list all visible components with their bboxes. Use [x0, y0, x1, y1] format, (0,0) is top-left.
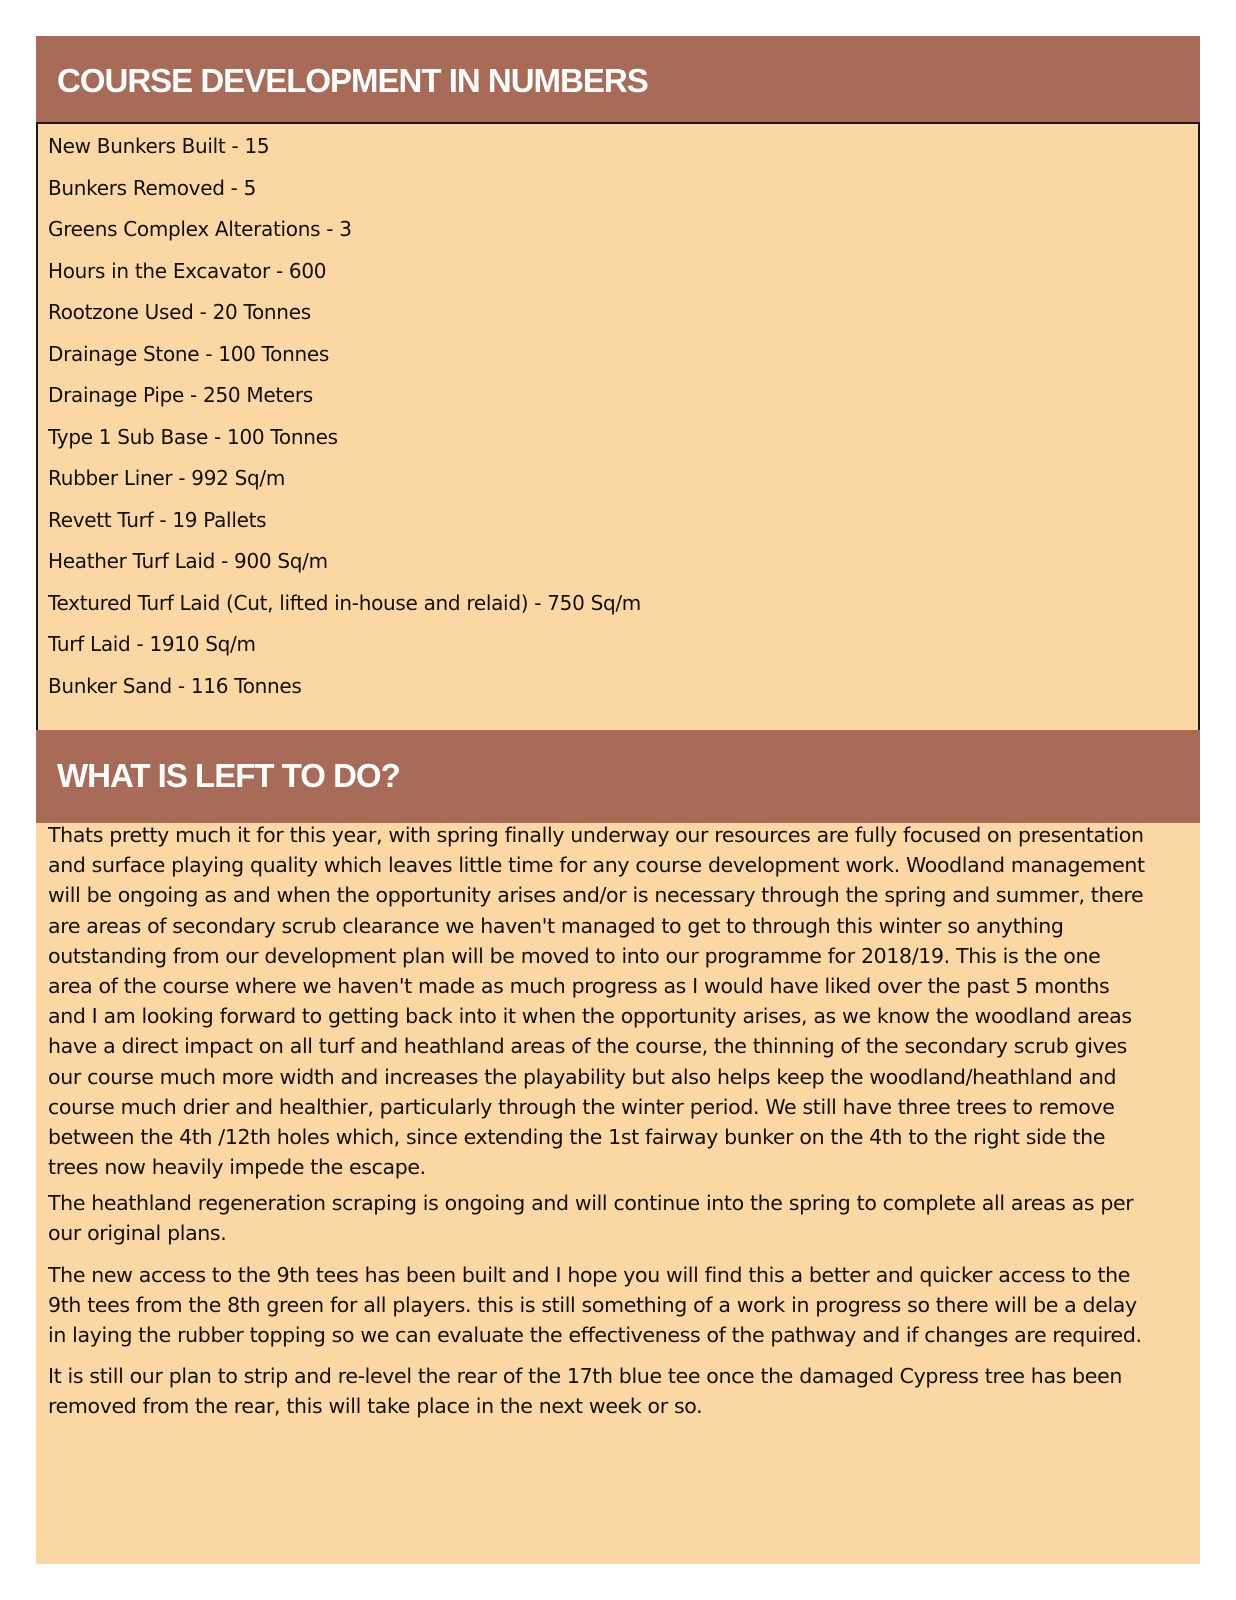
- stat-item: Drainage Stone - 100 Tonnes: [48, 342, 329, 366]
- paragraph-line: in laying the rubber topping so we can evaluate the effectiveness of the pathway and if changes are required.: [48, 1323, 1142, 1348]
- paragraph-line: trees now heavily impede the escape.: [48, 1155, 426, 1180]
- section-header-numbers: COURSE DEVELOPMENT IN NUMBERS: [36, 36, 1200, 122]
- stat-item: Bunkers Removed - 5: [48, 176, 257, 200]
- paragraph-line: outstanding from our development plan will be moved to into our programme for 2018/19. This is the one: [48, 943, 1101, 968]
- numbers-box: [36, 122, 1200, 730]
- paragraph-line: are areas of secondary scrub clearance we haven't managed to get to through this winter so anything: [48, 913, 1064, 938]
- stat-item: Hours in the Excavator - 600: [48, 259, 327, 283]
- stat-item: Type 1 Sub Base - 100 Tonnes: [48, 425, 338, 449]
- stat-item: New Bunkers Built - 15: [48, 134, 270, 158]
- page: [36, 36, 1200, 1564]
- paragraph-line: The heathland regeneration scraping is ongoing and will continue into the spring to complete all areas as per: [48, 1191, 1134, 1215]
- paragraph-line: It is still our plan to strip and re-level the rear of the 17th blue tee once the damaged Cypress tree has been: [48, 1364, 1122, 1388]
- stat-item: Revett Turf - 19 Pallets: [48, 508, 267, 532]
- paragraph-line: our course much more width and increases the playability but also helps keep the woodland/heathland and: [48, 1064, 1117, 1089]
- paragraph-line: removed from the rear, this will take place in the next week or so.: [48, 1394, 703, 1419]
- paragraph-line: and surface playing quality which leaves little time for any course development work. Woodland management: [48, 853, 1145, 878]
- body-paragraph: [48, 1188, 1193, 1248]
- paragraph-line: 9th tees from the 8th green for all players. this is still something of a work in progress so there will be a delay: [48, 1293, 1137, 1318]
- paragraph-line: Thats pretty much it for this year, with spring finally underway our resources are fully focused on presentation: [48, 823, 1144, 847]
- paragraph-line: our original plans.: [48, 1221, 227, 1246]
- stat-item: Rootzone Used - 20 Tonnes: [48, 300, 311, 324]
- paragraph-line: and I am looking forward to getting back into it when the opportunity arises, as we know the woodland areas: [48, 1004, 1132, 1029]
- paragraph-line: The new access to the 9th tees has been built and I hope you will find this a better and quicker access to the: [48, 1263, 1131, 1287]
- paragraph-line: have a direct impact on all turf and heathland areas of the course, the thinning of the secondary scrub gives: [48, 1034, 1127, 1059]
- paragraph-line: course much drier and healthier, particularly through the winter period. We still have three trees to remove: [48, 1094, 1115, 1119]
- stat-item: Turf Laid - 1910 Sq/m: [48, 632, 256, 656]
- section-header-left-to-do: WHAT IS LEFT TO DO?: [36, 730, 1200, 823]
- stat-item: Heather Turf Laid - 900 Sq/m: [48, 549, 328, 573]
- stat-item: Textured Turf Laid (Cut, lifted in-house and relaid) - 750 Sq/m: [48, 591, 641, 615]
- stat-item: Drainage Pipe - 250 Meters: [48, 383, 313, 407]
- stat-item: Rubber Liner - 992 Sq/m: [48, 466, 286, 490]
- body-paragraph: [48, 1260, 1193, 1351]
- paragraph-line: area of the course where we haven't made as much progress as I would have liked over the past 5 months: [48, 974, 1110, 999]
- body-paragraph: [48, 820, 1193, 1182]
- paragraph-line: between the 4th /12th holes which, since extending the 1st fairway bunker on the 4th to the right side the: [48, 1125, 1106, 1150]
- body-paragraph: [48, 1361, 1193, 1421]
- stat-item: Greens Complex Alterations - 3: [48, 217, 352, 241]
- stat-item: Bunker Sand - 116 Tonnes: [48, 674, 302, 698]
- paragraph-line: will be ongoing as and when the opportunity arises and/or is necessary through the spring and summer, there: [48, 883, 1144, 908]
